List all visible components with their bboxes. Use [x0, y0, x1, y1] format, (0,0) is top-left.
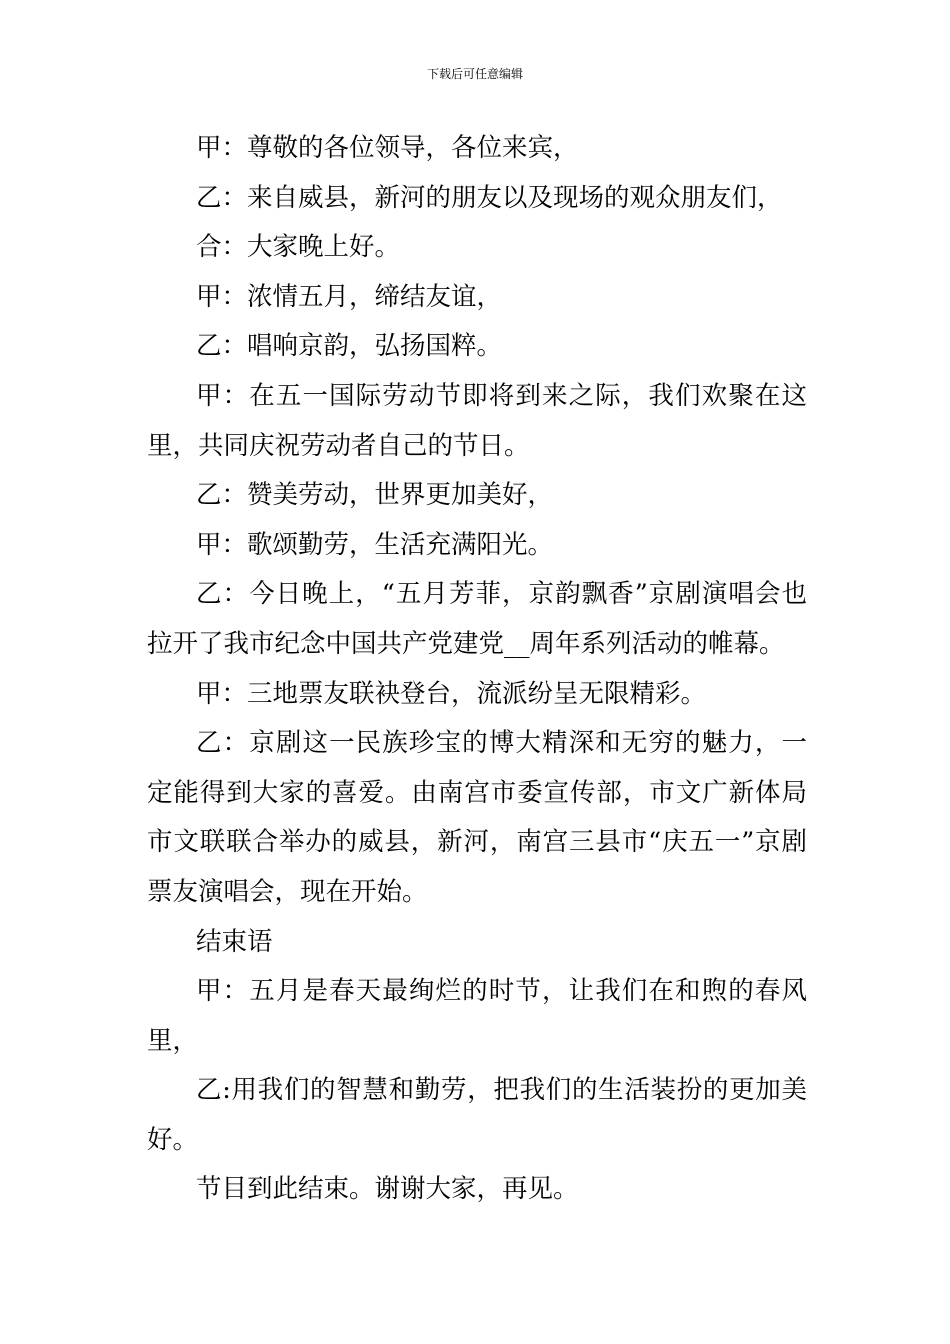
- paragraph: 乙：赞美劳动，世界更加美好，: [196, 480, 554, 511]
- paragraph: 甲：五月是春天最绚烂的时节，让我们在和煦的春风里，: [147, 976, 807, 1056]
- paragraph: 甲：尊敬的各位领导，各位来宾，: [196, 133, 579, 163]
- paragraph: 合：大家晚上好。: [196, 232, 401, 263]
- paragraph: 甲：在五一国际劳动节即将到来之际，我们欢聚在这里，共同庆祝劳动者自己的节日。: [147, 380, 807, 461]
- paragraph: 节目到此结束。谢谢大家，再见。: [196, 1174, 579, 1205]
- paragraph: 乙:用我们的智慧和勤劳，把我们的生活装扮的更加美好。: [147, 1075, 807, 1155]
- paragraph: 乙：唱响京韵，弘扬国粹。: [196, 331, 503, 362]
- document-body: [147, 124, 807, 1215]
- paragraph: 甲：歌颂勤劳，生活充满阳光。: [196, 529, 554, 560]
- paragraph: 乙：来自威县，新河的朋友以及现场的观众朋友们，: [196, 182, 783, 213]
- paragraph: 乙：今日晚上，“五月芳菲，京韵飘香”京剧演唱会也拉开了我市纪念中国共产党建党__周年系列活动的帷幕。: [147, 579, 807, 659]
- paragraph: 甲：三地票友联袂登台，流派纷呈无限精彩。: [196, 678, 707, 709]
- page-header-note: 下载后可任意编辑: [426, 67, 523, 81]
- section-heading: 结束语: [196, 926, 273, 957]
- paragraph: 甲：浓情五月，缔结友谊，: [196, 281, 503, 312]
- paragraph: 乙：京剧这一民族珍宝的博大精深和无穷的魅力，一定能得到大家的喜爱。由南宫市委宣传部，市文广新体局市文联联合举办的威县，新河，南宫三县市“庆五一”京剧票友演唱会，现在开始。: [147, 728, 807, 907]
